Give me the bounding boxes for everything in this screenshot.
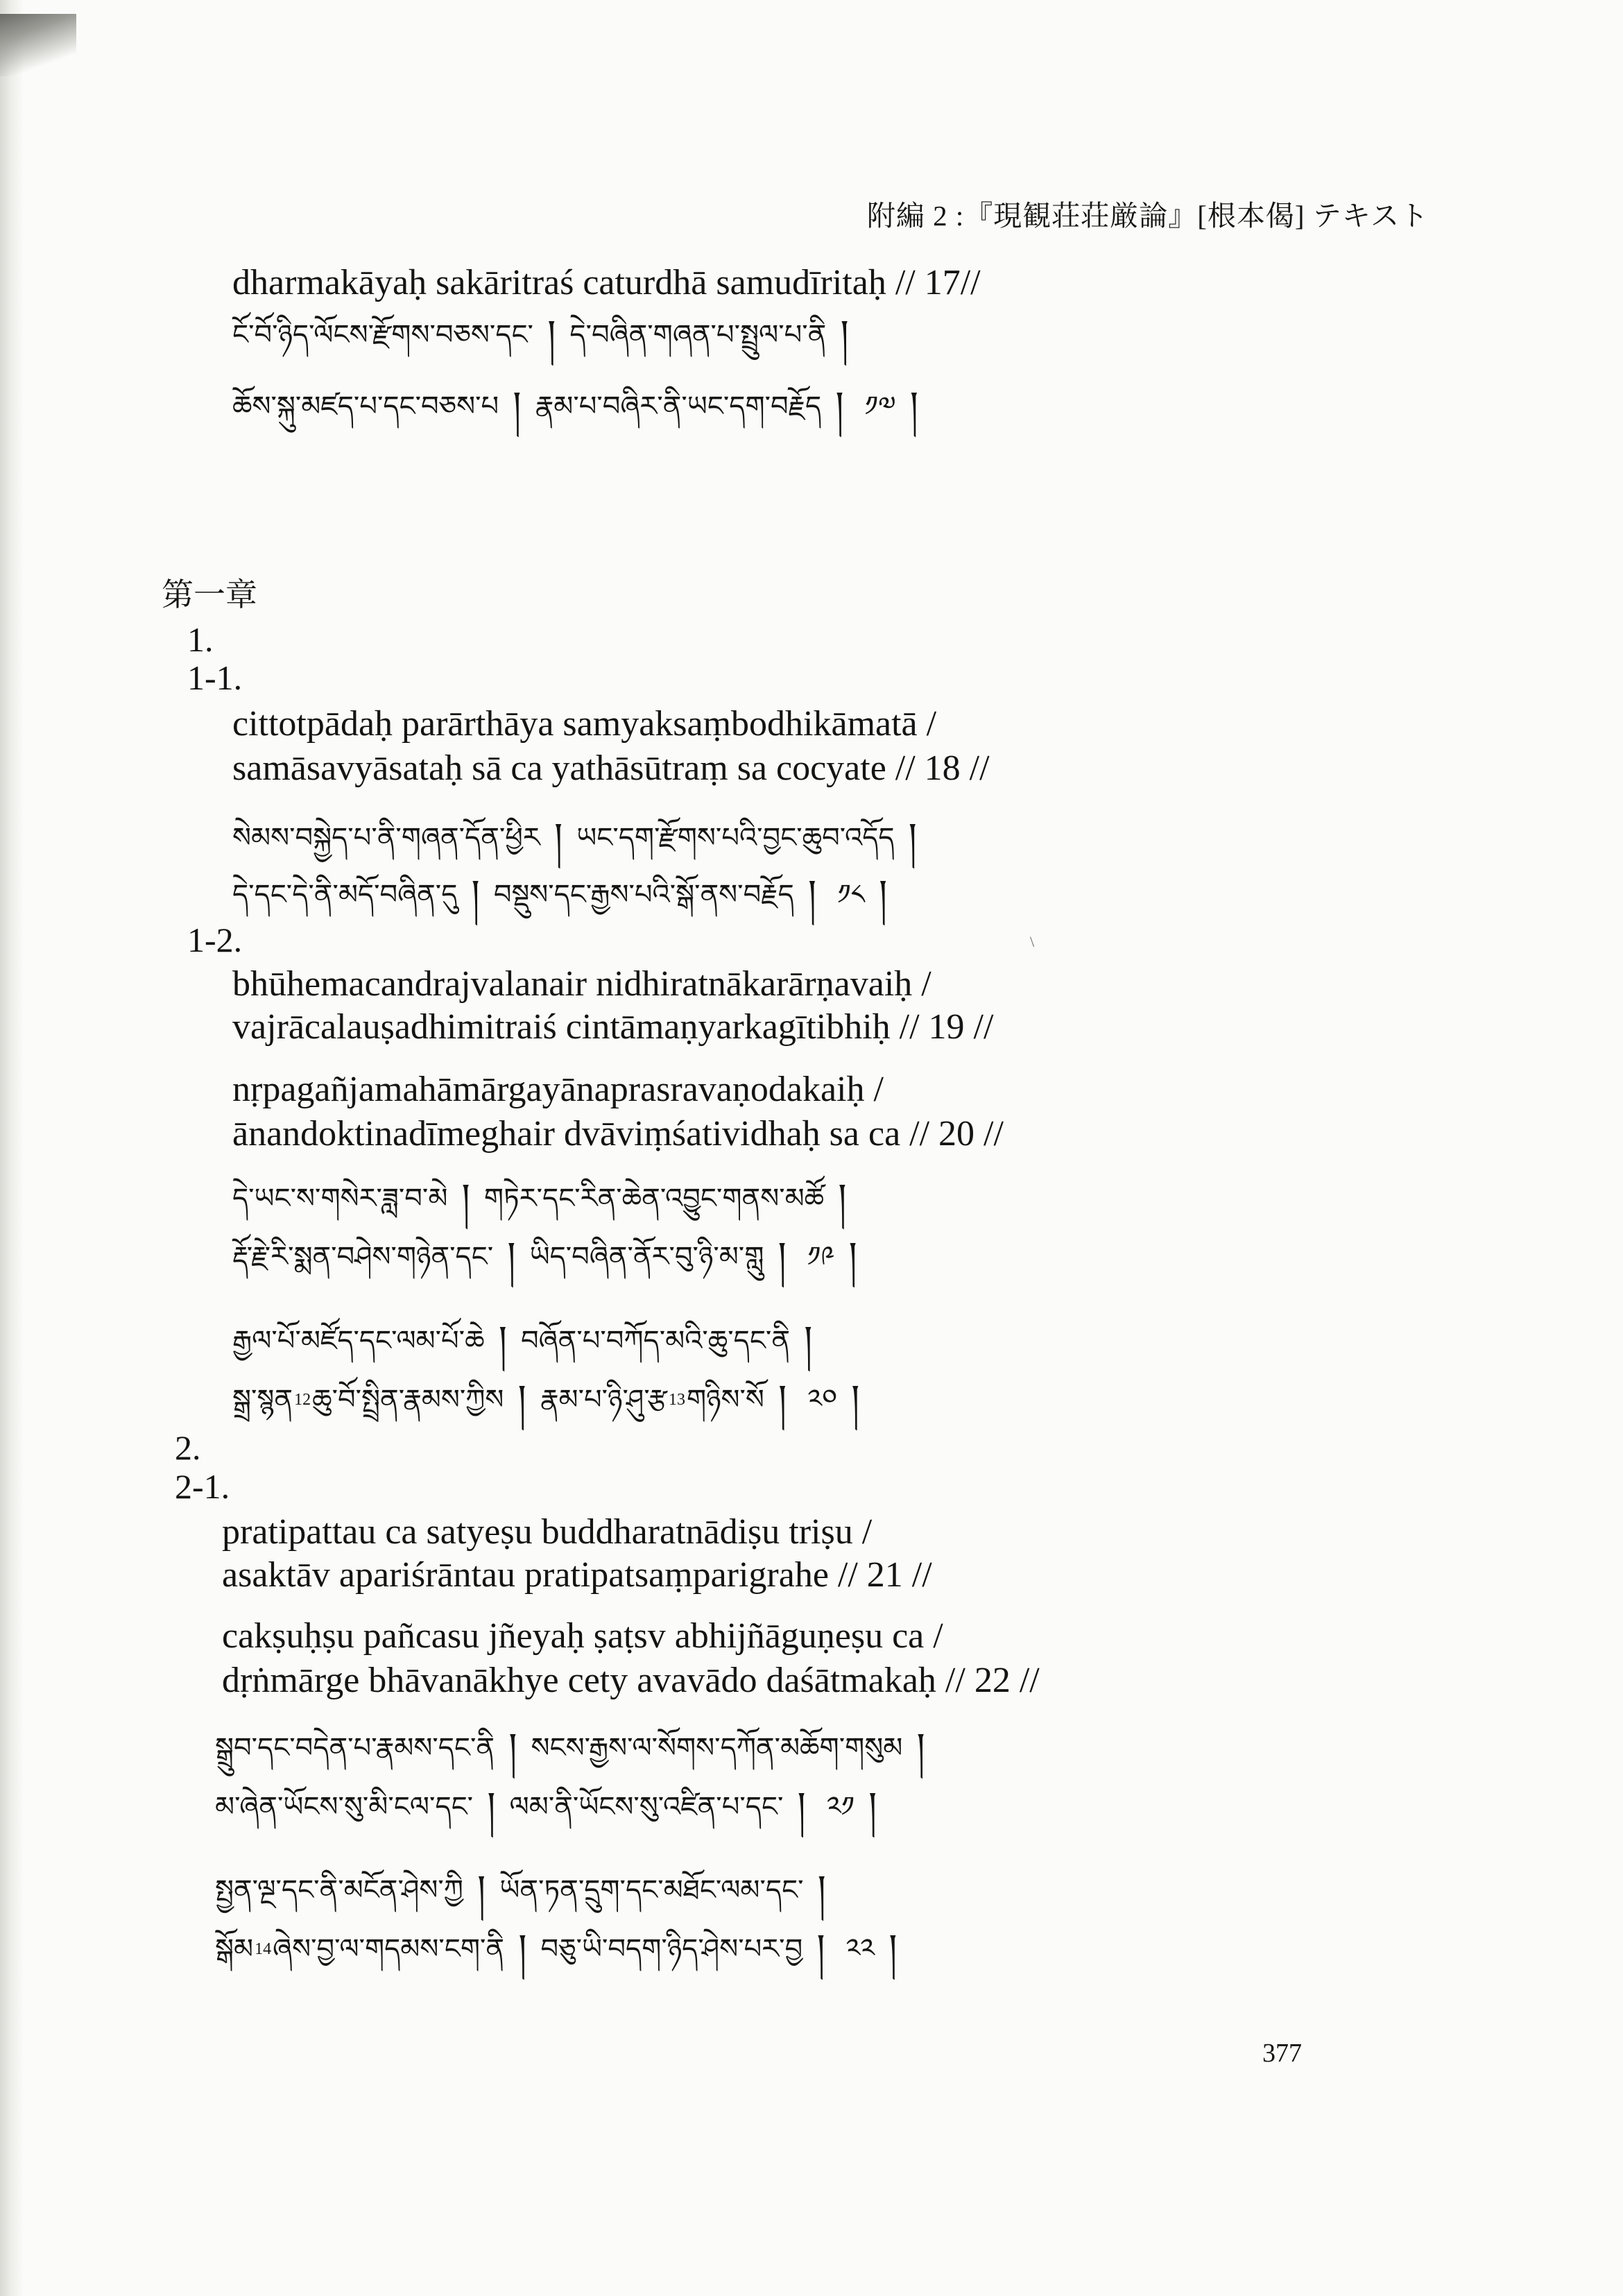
sanskrit-line: nṛpagañjamahāmārgayānaprasravaṇodakaiḥ / xyxy=(232,1070,884,1109)
shad-mark: ། xyxy=(916,1727,925,1770)
sanskrit-line: vajrācalauṣadhimitraiś cintāmaṇyarkagītibhiḥ // 19 // xyxy=(232,1007,994,1047)
shad-mark: ། xyxy=(513,385,522,428)
tibetan-line xyxy=(215,1871,840,1910)
tibetan-line xyxy=(232,314,863,357)
tibetan-half: བསྡུས་དང་རྒྱས་པའི་སྒོ་ནས་བརྗོད xyxy=(493,879,794,910)
sanskrit-line: pratipattau ca satyeṣu buddharatnādiṣu triṣu / xyxy=(222,1512,873,1552)
tibetan-half: རྒྱལ་པོ་མཛོད་དང་ལམ་པོ་ཆེ xyxy=(232,1325,485,1356)
tibetan-line xyxy=(232,1321,826,1360)
tibetan-half: རྡོ་རྗེ་རི་སྨན་བཤེས་གཉེན་དང་ xyxy=(232,1241,494,1272)
tibetan-line xyxy=(232,816,931,859)
footnote-marker: 13 xyxy=(668,1391,685,1409)
sanskrit-line: dṛṅmārge bhāvanākhye cety avavādo daśātmakaḥ // 22 // xyxy=(222,1661,1040,1700)
shad-mark: ། xyxy=(476,1869,486,1912)
tibetan-half: བཞོན་པ་བཀོད་མའི་ཆུ་དང་ནི xyxy=(521,1325,790,1356)
tibetan-half: མ་ཞེན་ཡོངས་སུ་མི་ངལ་དང་ xyxy=(215,1791,474,1822)
shad-mark: ། xyxy=(517,1378,526,1421)
shad-mark: ། xyxy=(888,1928,898,1971)
tibetan-half: རྣམ་པ་ཉི་ཤུ་རྩ xyxy=(540,1384,667,1415)
sanskrit-line: cittotpādaḥ parārthāya samyaksaṃbodhikāmatā / xyxy=(232,704,937,744)
verse-number: ༢༡ xyxy=(826,1791,855,1822)
tibetan-half: གཉིས་སོ xyxy=(686,1384,764,1415)
tibetan-half: ཡང་དག་རྫོགས་པའི་བྱང་ཆུབ་འདོད xyxy=(576,822,895,853)
tibetan-half: ཡིད་བཞིན་ནོར་བུ་ཉི་མ་གླུ xyxy=(529,1241,764,1272)
tibetan-line xyxy=(215,1930,911,1969)
tibetan-half: ལམ་ནི་ཡོངས་སུ་འཛིན་པ་དང་ xyxy=(509,1791,784,1822)
tibetan-line xyxy=(215,1785,891,1828)
sanskrit-line: bhūhemacandrajvalanair nidhiratnākarārṇavaiḥ / xyxy=(232,964,931,1004)
tibetan-line xyxy=(232,387,932,426)
shad-mark: ། xyxy=(498,1319,507,1362)
tibetan-line xyxy=(232,1179,861,1218)
shad-mark: ། xyxy=(909,385,919,428)
shad-mark: ། xyxy=(487,1785,496,1828)
tibetan-half: ཆུ་བོ་སྤྲིན་རྣམས་ཀྱིས xyxy=(312,1384,504,1415)
sanskrit-line: cakṣuḥṣu pañcasu jñeyaḥ ṣaṭsv abhijñāguṇeṣu ca / xyxy=(222,1616,943,1656)
shad-mark: ། xyxy=(908,816,917,859)
footnote-marker: 12 xyxy=(294,1391,311,1409)
sanskrit-line: dharmakāyaḥ sakāritraś caturdhā samudīritaḥ // 17// xyxy=(232,263,981,302)
shad-mark: ། xyxy=(835,385,844,428)
tibetan-line xyxy=(215,1727,939,1770)
shad-mark: ། xyxy=(868,1785,877,1828)
section-number: 2. xyxy=(175,1428,201,1467)
section-number: 2-1. xyxy=(175,1467,230,1506)
verse-number: ༡༩ xyxy=(807,1241,835,1272)
tibetan-half: དེ་དང་དེ་ནི་མདོ་བཞིན་དུ xyxy=(232,879,458,910)
tibetan-half: སྒྲུབ་དང་བདེན་པ་རྣམས་དང་ནི xyxy=(215,1732,495,1763)
sanskrit-line: ānandoktinadīmeghair dvāviṃśatividhaḥ sa ca // 20 // xyxy=(232,1114,1004,1154)
tibetan-half: སྤྱན་ལྔ་དང་ནི་མངོན་ཤེས་ཀྱི xyxy=(215,1874,463,1905)
tibetan-half: སྒྲ་སྙན xyxy=(232,1384,293,1415)
shad-mark: ། xyxy=(797,1785,806,1828)
shad-mark: ། xyxy=(553,816,563,859)
shad-mark: ། xyxy=(507,1235,516,1278)
shad-mark: ། xyxy=(518,1928,527,1971)
section-number: 1-1. xyxy=(187,658,243,697)
scan-corner-shadow xyxy=(0,14,76,76)
footnote-marker: 14 xyxy=(255,1940,272,1958)
shad-mark: ། xyxy=(848,1235,857,1278)
shad-mark: ། xyxy=(878,873,888,916)
shad-mark: ། xyxy=(778,1378,787,1421)
tibetan-half: དེ་ཡང་ས་གསེར་ཟླ་བ་མེ xyxy=(232,1183,448,1214)
shad-mark: ། xyxy=(508,1727,517,1770)
section-number: 1. xyxy=(187,620,214,659)
shad-mark: ། xyxy=(816,1928,825,1971)
tibetan-half: ཡོན་ཏན་དྲུག་དང་མཐོང་ལམ་དང་ xyxy=(499,1874,804,1905)
shad-mark: ། xyxy=(471,873,480,916)
sanskrit-line: samāsavyāsataḥ sā ca yathāsūtraṃ sa cocyate // 18 // xyxy=(232,748,990,788)
shad-mark: ། xyxy=(851,1378,860,1421)
tibetan-half: དེ་བཞིན་གཞན་པ་སྤྲུལ་པ་ནི xyxy=(569,319,827,350)
page-number: 377 xyxy=(1262,2039,1302,2068)
tibetan-half: སེམས་བསྐྱེད་པ་ནི་གཞན་དོན་ཕྱིར xyxy=(232,822,540,853)
shad-mark: ། xyxy=(807,873,817,916)
tibetan-half: སངས་རྒྱས་ལ་སོགས་དཀོན་མཆོག་གསུམ xyxy=(531,1732,903,1763)
tibetan-half: རྣམ་པ་བཞིར་ནི་ཡང་དག་བརྗོད xyxy=(535,391,822,422)
tibetan-half: སྒོམ xyxy=(215,1933,254,1964)
verse-number: ༢༢ xyxy=(845,1933,875,1964)
shad-mark: ། xyxy=(778,1235,787,1278)
sanskrit-line: asaktāv apariśrāntau pratipatsaṃparigrahe // 21 // xyxy=(222,1555,932,1595)
shad-mark: ། xyxy=(840,314,849,357)
verse-number: ༢༠ xyxy=(807,1384,838,1415)
tibetan-half: ངོ་བོ་ཉིད་ལོངས་རྫོགས་བཅས་དང་ xyxy=(232,319,533,350)
tibetan-half: ཞེས་བྱ་ལ་གདམས་ངག་ནི xyxy=(273,1933,505,1964)
tibetan-half: ཆོས་སྐུ་མཛད་པ་དང་བཅས་པ xyxy=(232,391,499,422)
tibetan-half: གཏེར་དང་རིན་ཆེན་འབྱུང་གནས་མཚོ xyxy=(483,1183,825,1214)
chapter-title: 第一章 xyxy=(162,577,257,612)
section-number: 1-2. xyxy=(187,920,243,959)
scan-left-edge xyxy=(0,0,24,2296)
shad-mark: ། xyxy=(461,1177,470,1220)
verse-number: ༡༨ xyxy=(837,879,865,910)
stray-mark: \ xyxy=(1030,933,1035,950)
shad-mark: ། xyxy=(838,1177,847,1220)
tibetan-half: བཅུ་ཡི་བདག་ཉིད་ཤེས་པར་བྱ xyxy=(540,1933,803,1964)
running-head: 附編 2 :『現観荘荘厳論』[根本偈] テキスト xyxy=(866,200,1429,232)
tibetan-line xyxy=(232,875,901,914)
shad-mark: ། xyxy=(804,1319,813,1362)
tibetan-line xyxy=(232,1237,871,1276)
shad-mark: ། xyxy=(817,1869,826,1912)
verse-number: ༡༧ xyxy=(864,391,896,422)
tibetan-line xyxy=(232,1380,873,1419)
shad-mark: ། xyxy=(547,314,556,357)
